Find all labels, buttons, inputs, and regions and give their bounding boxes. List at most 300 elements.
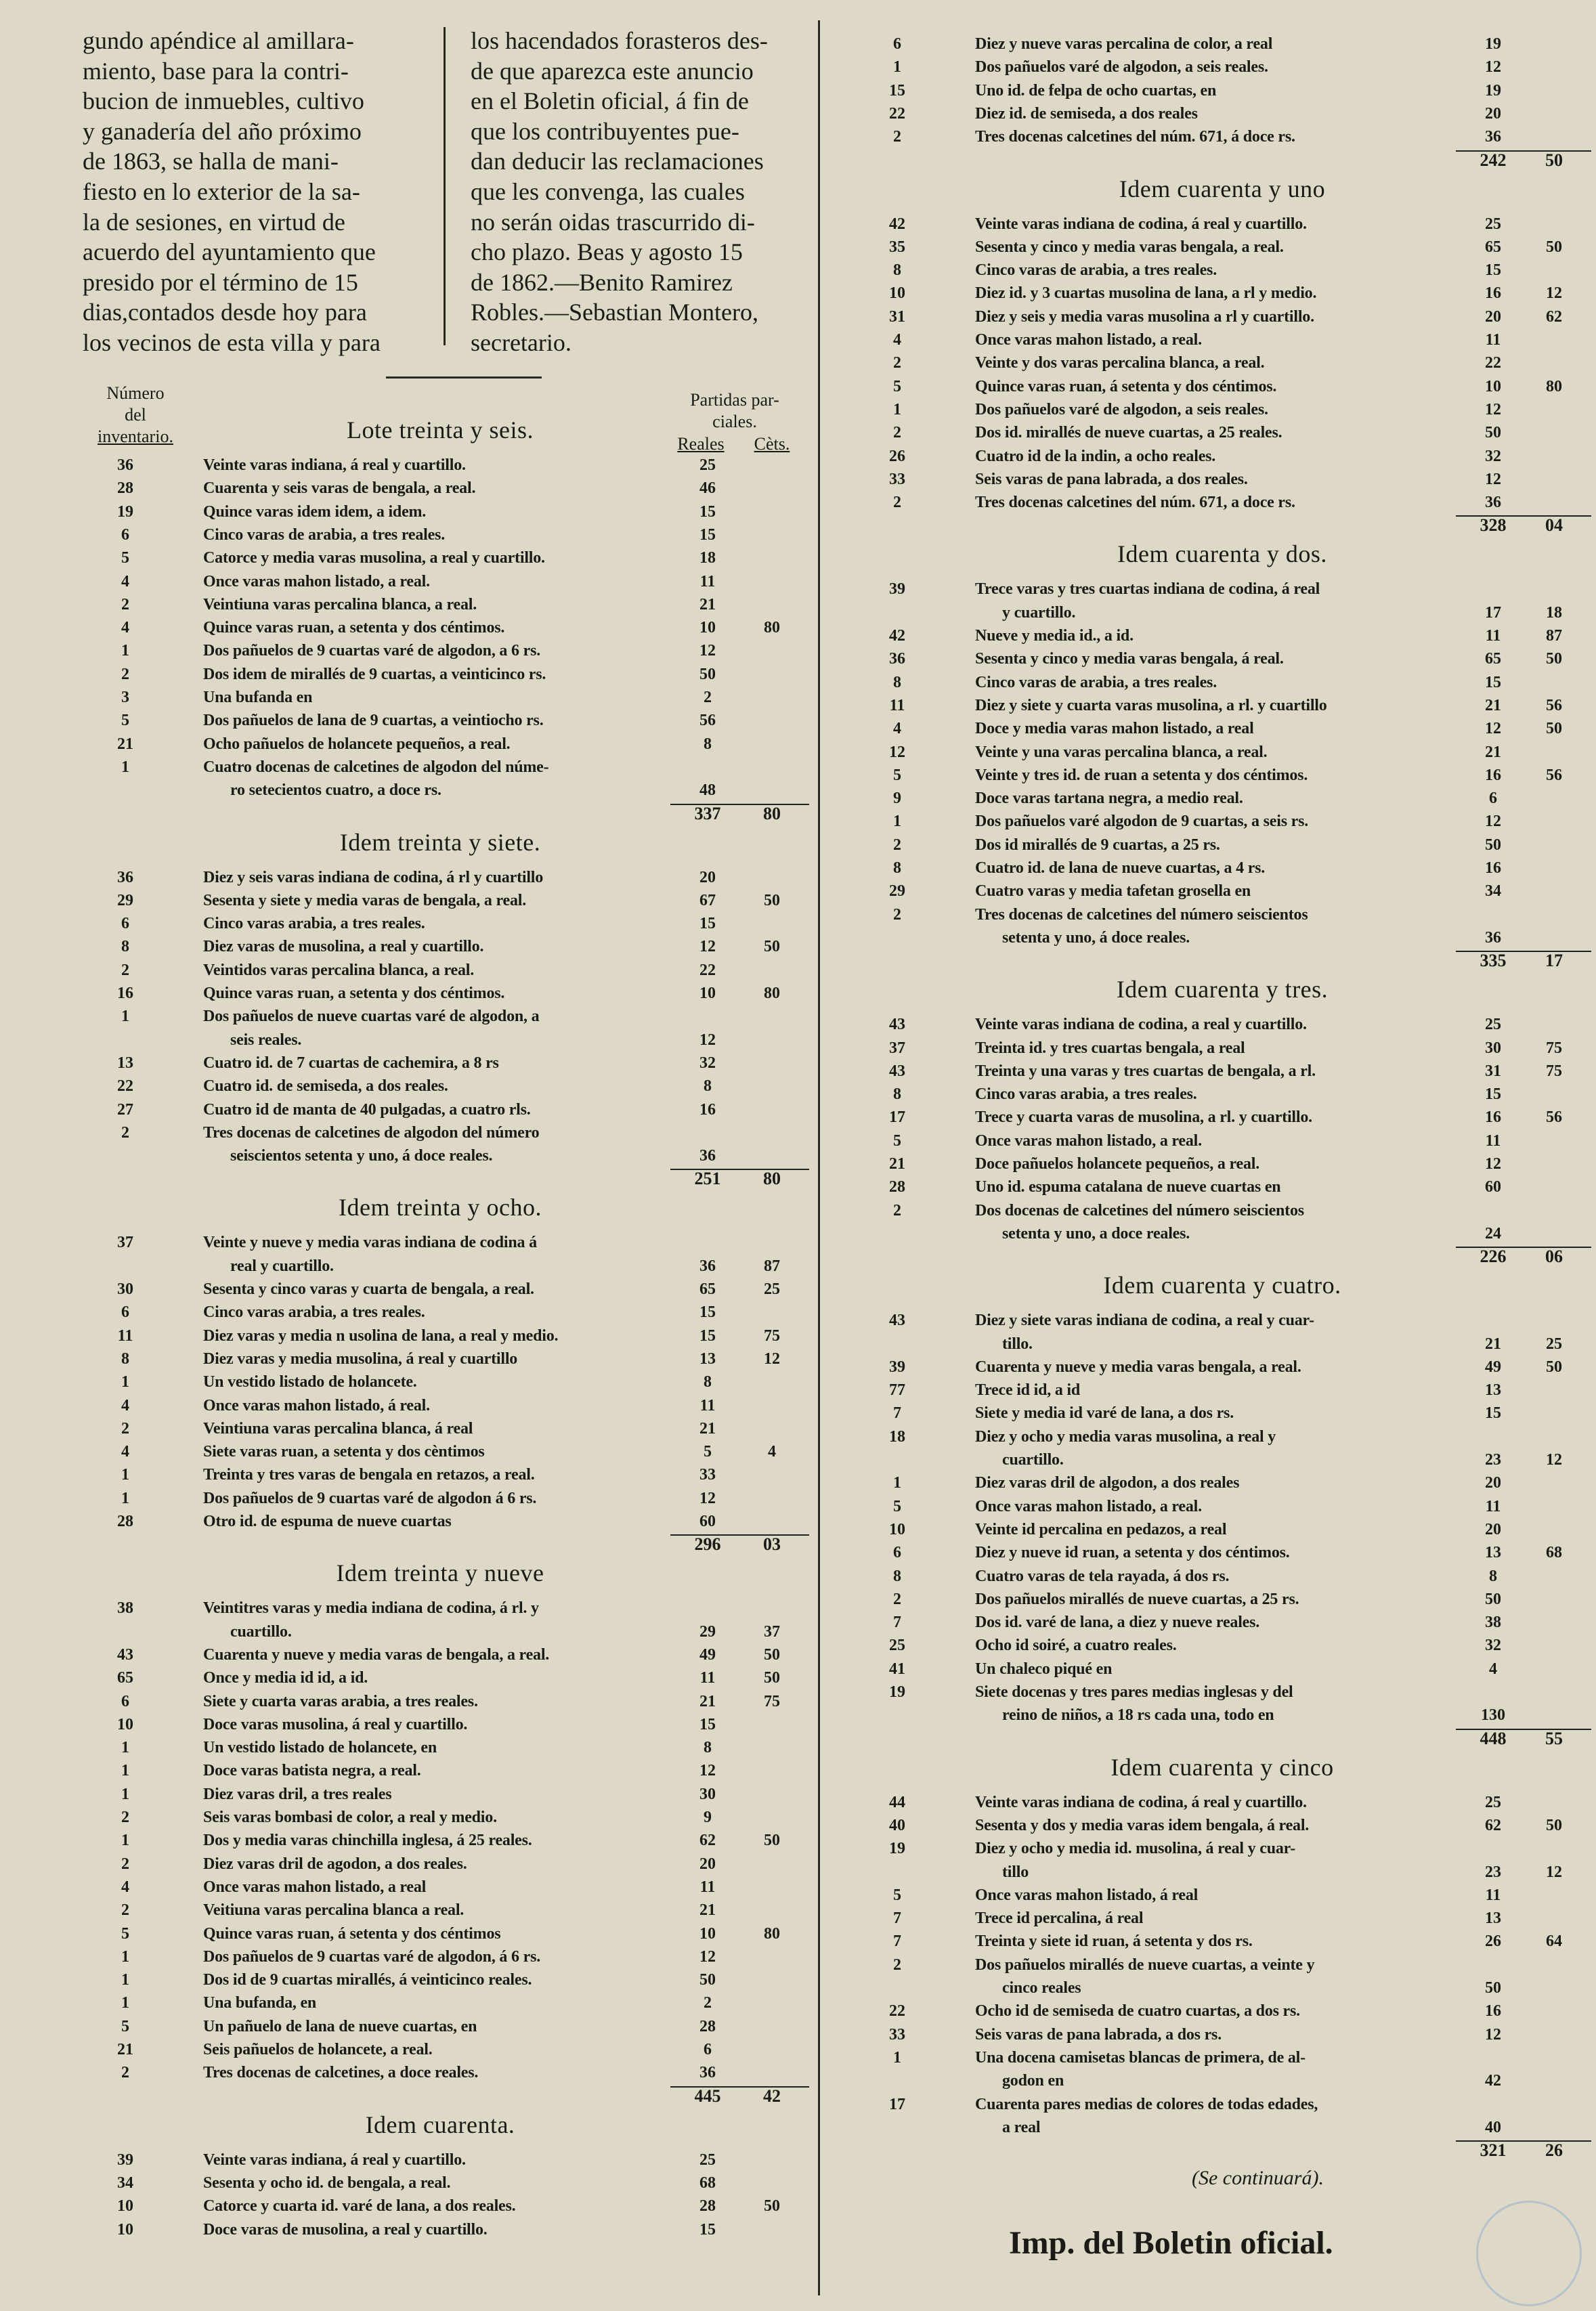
amount-reales: 20 [699,868,716,886]
inventory-row [853,1977,1591,2000]
item-description: Doce varas tartana negra, a medio real. [975,790,1243,808]
inventory-number: 19 [117,502,133,521]
item-description: ro setecientos cuatro, a doce rs. [230,781,441,800]
inventory-row [853,328,1591,351]
inventory-number: 8 [893,859,901,877]
inventory-number: 2 [121,961,129,979]
inventory-row [853,1541,1591,1564]
inventory-row [853,125,1591,148]
inventory-number: 4 [893,331,901,349]
inventory-number: 39 [889,580,905,599]
inventory-number: 39 [889,1358,905,1376]
subtotal-cents: 04 [1545,515,1563,536]
amount-reales: 28 [699,2197,716,2216]
inventory-row [853,1588,1591,1611]
inventory-row [853,1060,1591,1083]
inventory-row [81,1075,813,1098]
amount-reales: 32 [1485,1637,1501,1655]
amount-cents: 80 [1546,377,1562,395]
inventory-row [81,1487,813,1510]
amount-reales: 20 [1485,307,1501,326]
inventory-number: 2 [121,595,129,613]
inventory-row [81,454,813,477]
item-description: Sesenta y ocho id. de bengala, a real. [203,2174,451,2192]
item-description: Trece y cuarta varas de musolina, a rl. y cuartillo. [975,1108,1312,1127]
amount-cents: 50 [764,938,780,956]
inventory-row [81,1597,813,1620]
inventory-row [853,1222,1591,1245]
amount-reales: 16 [1485,766,1501,784]
inventory-row [853,56,1591,79]
section-title: Idem cuarenta y tres. [1116,976,1329,1003]
header-num-line1: Número [106,383,165,403]
inventory-number: 37 [889,1039,905,1057]
inventory-number: 27 [117,1100,133,1119]
item-description: Sesenta y cinco varas y cuarta de bengala, a real. [203,1280,534,1298]
inventory-number: 1 [121,758,129,776]
inventory-number: 1 [121,1739,129,1757]
intro-line: de 1863, se halla de mani- [83,148,339,175]
amount-cents: 50 [1546,720,1562,738]
inventory-number: 5 [893,1131,901,1150]
amount-cents: 18 [1546,603,1562,622]
inventory-row [81,733,813,756]
item-description: Cinco varas arabia, a tres reales. [203,915,425,933]
inventory-row [853,445,1591,468]
amount-reales: 8 [1489,1567,1497,1585]
inventory-number: 34 [117,2174,133,2192]
inventory-row [853,2069,1591,2092]
inventory-number: 2 [893,354,901,372]
intro-line: en el Boletin oficial, á fin de [471,87,749,115]
amount-reales: 36 [699,1147,716,1165]
inventory-row [853,1953,1591,1977]
inventory-row [81,1968,813,1991]
inventory-row [853,787,1591,810]
amount-reales: 11 [699,1878,716,1896]
item-description: setenta y uno, a doce reales. [1002,1224,1190,1243]
amount-reales: 12 [699,1489,716,1507]
item-description: Once varas mahon listado, a real [203,1878,427,1896]
intro-line: de 1862.—Benito Ramirez [471,268,733,296]
item-description: Cuatro id. de semiseda, a dos reales. [203,1077,448,1096]
item-description: Seis varas bombasi de color, a real y medio. [203,1809,497,1826]
item-description: Diez y siete y cuarta varas musolina, a rl. y cuartillo [975,696,1327,714]
inventory-row [81,1620,813,1643]
inventory-number: 30 [117,1280,133,1298]
inventory-row [853,1309,1591,1332]
amount-reales: 12 [699,1947,716,1966]
item-description: Trece varas y tres cuartas indiana de codina, á real [975,580,1320,599]
inventory-number: 2 [893,1956,901,1974]
amount-reales: 30 [1485,1039,1501,1057]
inventory-row [853,1083,1591,1106]
inventory-number: 36 [117,456,133,474]
item-description: Tres docenas calcetines del núm. 671, a doce rs. [975,494,1295,512]
amount-reales: 15 [699,1303,716,1322]
inventory-row [853,102,1591,125]
item-description: Diez y seis varas indiana de codina, á rl y cuartillo [203,868,544,886]
amount-cents: 75 [764,1326,780,1345]
item-description: Dos id. mirallés de nueve cuartas, a 25 reales. [975,424,1282,442]
intro-paragraph-right [471,26,809,358]
item-description: Dos pañuelos de nueve cuartas varé de algodon, a [203,1008,540,1026]
amount-reales: 23 [1485,1863,1501,1881]
subtotal-reales: 242 [1480,150,1507,170]
item-description: Uno id. de felpa de ocho cuartas, en [975,81,1217,100]
amount-cents: 56 [1546,1108,1562,1127]
item-description: Cuarenta y nueve y media varas bengala, a real. [975,1358,1301,1376]
inventory-row [853,2093,1591,2116]
intro-line: cho plazo. Beas y agosto 15 [471,238,743,266]
inventory-row [853,2000,1591,2023]
inventory-number: 77 [889,1381,905,1400]
subtotal-cents: 80 [763,803,781,823]
item-description: Cinco varas arabia, a tres reales. [203,1303,425,1322]
item-description: Tres docenas de calcetines, a doce reales. [203,2064,479,2082]
inventory-row [81,1029,813,1052]
inventory-row [81,546,813,569]
item-description: Dos id de 9 cuartas mirallés, á veinticinco reales. [203,1971,532,1989]
amount-reales: 36 [699,2064,716,2082]
amount-cents: 87 [764,1257,780,1275]
amount-reales: 21 [1485,1335,1501,1353]
item-description: Nueve y media id., a id. [975,627,1134,645]
item-description: Veintiuna varas percalina blanca, a real. [203,595,477,613]
amount-reales: 19 [1485,35,1501,53]
intro-line: que les convenga, las cuales [471,177,745,205]
amount-reales: 32 [1485,447,1501,465]
inventory-row [81,889,813,912]
amount-reales: 50 [1485,836,1501,854]
inventory-row [81,1005,813,1028]
amount-reales: 12 [699,1762,716,1780]
item-description: Cuatro docenas de calcetines de algodon del núme- [203,758,549,776]
inventory-number: 19 [889,1683,905,1701]
item-description: seiscientos setenta y uno, á doce reales. [230,1147,493,1165]
inventory-number: 7 [893,1932,901,1951]
item-description: Cuarenta y nueve y media varas de bengala, a real. [203,1645,550,1664]
header-partidas-line1: Partidas par- [690,390,779,410]
inventory-row [81,2148,813,2172]
amount-cents: 12 [1546,284,1562,303]
inventory-number: 10 [117,1715,133,1733]
inventory-number: 29 [117,891,133,909]
subtotal-reales: 226 [1480,1247,1507,1267]
item-description: Diez varas dril de agodon, a dos reales. [203,1855,467,1873]
amount-reales: 22 [1485,354,1501,372]
amount-reales: 68 [699,2174,716,2192]
inventory-row [81,523,813,546]
column-divider-main [818,20,820,2295]
item-description: Un vestido listado de holancete. [203,1373,417,1391]
item-description: Catorce y cuarta id. varé de lana, a dos reales. [203,2197,516,2216]
amount-reales: 15 [1485,1404,1501,1423]
amount-reales: 11 [1485,627,1501,645]
inventory-number: 65 [117,1669,133,1687]
amount-reales: 31 [1485,1062,1501,1080]
amount-cents: 50 [764,891,780,909]
inventory-row [853,624,1591,647]
inventory-number: 2 [121,2064,129,2082]
amount-cents: 87 [1546,627,1562,645]
inventory-number: 43 [889,1062,905,1080]
inventory-row [853,2046,1591,2069]
inventory-number: 6 [121,525,129,544]
amount-reales: 2 [704,689,712,706]
section-title: Idem treinta y siete. [339,828,541,856]
inventory-row [81,1713,813,1736]
inventory-number: 43 [889,1016,905,1034]
inventory-number: 10 [889,1520,905,1538]
item-description: Dos idem de mirallés de 9 cuartas, a veinticinco rs. [203,665,546,683]
inventory-row [853,601,1591,624]
amount-reales: 8 [704,1739,712,1757]
inventory-number: 25 [889,1637,905,1655]
amount-reales: 20 [1485,1520,1501,1538]
inventory-row [853,741,1591,764]
amount-reales: 15 [1485,261,1501,280]
inventory-row [853,1199,1591,1222]
item-description: Quince varas ruan, a setenta y dos céntimos. [203,619,505,637]
item-description: Dos id mirallés de 9 cuartas, a 25 rs. [975,836,1220,854]
amount-reales: 24 [1485,1224,1501,1243]
item-description: Diez y nueve varas percalina de color, a real [975,35,1273,53]
amount-cents: 62 [1546,307,1562,326]
amount-reales: 38 [1485,1614,1501,1632]
item-description: Veintiuna varas percalina blanca, á real [203,1419,473,1438]
item-description: Siete varas ruan, a setenta y dos cèntimos [203,1443,485,1461]
inventory-number: 13 [117,1054,133,1072]
intro-paragraph-left [83,26,428,358]
inventory-row [853,1471,1591,1494]
inventory-number: 10 [889,284,905,303]
intro-line: dan deducir las reclamaciones [471,148,764,175]
item-description: Diez varas y media musolina, á real y cuartillo [203,1349,518,1368]
inventory-number: 11 [889,696,905,714]
item-description: Una bufanda en [203,689,313,706]
inventory-number: 22 [889,2002,905,2021]
inventory-number: 2 [893,424,901,442]
item-description: Cinco varas de arabia, a tres reales. [975,673,1217,691]
inventory-number: 43 [117,1645,133,1664]
inventory-number: 1 [893,1474,901,1492]
amount-cents: 50 [1546,1358,1562,1376]
amount-reales: 12 [1485,1155,1501,1173]
item-description: Una docena camisetas blancas de primera, de al- [975,2048,1306,2067]
inventory-row [853,1704,1591,1727]
inventory-row [853,1565,1591,1588]
inventory-number: 8 [893,1085,901,1104]
inventory-row [853,1884,1591,1907]
amount-reales: 11 [1485,1131,1501,1150]
amount-reales: 12 [1485,813,1501,831]
subtotal-cents: 17 [1545,951,1563,971]
inventory-number: 5 [893,766,901,784]
inventory-row [853,375,1591,398]
inventory-number: 1 [121,1947,129,1966]
item-description: Quince varas idem idem, a idem. [203,502,427,521]
inventory-row [853,810,1591,833]
amount-cents: 50 [764,1645,780,1664]
item-description: Catorce y media varas musolina, a real y cuartillo. [203,549,545,567]
inventory-row [853,79,1591,102]
item-description: Cuarenta y seis varas de bengala, a real. [203,479,476,498]
amount-reales: 56 [699,712,716,730]
amount-reales: 23 [1485,1451,1501,1469]
inventory-number: 2 [121,1123,129,1142]
section-title: Idem cuarenta y cuatro. [1103,1272,1341,1299]
amount-reales: 5 [704,1443,712,1461]
intro-line: de que aparezca este anuncio [471,57,754,85]
inventory-number: 42 [889,627,905,645]
inventory-row [81,639,813,662]
inventory-row [81,1347,813,1370]
inventory-number: 1 [121,1008,129,1026]
inventory-number: 5 [121,549,129,567]
item-description: Veinte varas indiana, á real y cuartillo. [203,2151,466,2169]
inventory-row [853,1495,1591,1518]
amount-reales: 36 [699,1257,716,1275]
inventory-number: 16 [117,985,133,1002]
inventory-row [81,1922,813,1945]
inventory-number: 1 [121,1785,129,1803]
inventory-number: 41 [889,1660,905,1678]
inventory-number: 2 [893,494,901,512]
item-description: Otro id. de espuma de nueve cuartas [203,1513,452,1530]
inventory-row [81,1121,813,1144]
item-description: Diez varas dril, a tres reales [203,1785,392,1803]
item-description: Un chaleco piqué en [975,1660,1113,1678]
amount-reales: 9 [704,1809,712,1826]
amount-reales: 11 [1485,1497,1501,1515]
item-description: Trece id percalina, á real [975,1909,1144,1928]
amount-reales: 12 [1485,400,1501,418]
inventory-row [81,982,813,1005]
item-description: godon en [1002,2072,1064,2090]
amount-reales: 11 [699,572,716,590]
inventory-row [81,756,813,779]
inventory-number: 2 [893,836,901,854]
amount-cents: 50 [1546,650,1562,668]
inventory-number: 1 [893,400,901,418]
inventory-row [81,1690,813,1713]
amount-reales: 15 [699,915,716,933]
item-description: Veinte varas indiana de codina, á real y cuartillo. [975,215,1307,233]
inventory-row [853,282,1591,305]
inventory-number: 4 [893,720,901,738]
item-description: Un vestido listado de holancete, en [203,1739,437,1757]
item-description: Doce varas musolina, á real y cuartillo. [203,1715,468,1733]
item-description: Siete y cuarta varas arabia, a tres reales. [203,1692,478,1710]
amount-cents: 75 [1546,1062,1562,1080]
item-description: Sesenta y siete y media varas de bengala, a real. [203,891,527,909]
item-description: Sesenta y cinco y media varas bengala, a real. [975,238,1284,256]
inventory-number: 6 [121,1692,129,1710]
inventory-row [81,1463,813,1486]
item-description: Seis pañuelos de holancete, a real. [203,2041,433,2058]
amount-reales: 62 [699,1832,716,1850]
amount-reales: 60 [1485,1178,1501,1196]
inventory-row [81,1440,813,1463]
inventory-row [81,1991,813,2014]
inventory-row [81,2015,813,2038]
inventory-row [853,1518,1591,1541]
inventory-row [853,926,1591,949]
inventory-number: 1 [121,1762,129,1780]
inventory-row [853,1037,1591,1060]
inventory-row [853,857,1591,880]
item-description: Doce pañuelos holancete pequeños, a real. [975,1155,1260,1173]
amount-cents: 25 [764,1280,780,1298]
inventory-row [81,686,813,709]
item-description: cuartillo. [230,1622,292,1641]
amount-reales: 50 [1485,424,1501,442]
inventory-number: 17 [889,1108,905,1127]
item-description: Cuatro id de la indin, a ocho reales. [975,447,1216,465]
section-title: Idem treinta y nueve [336,1559,544,1587]
inventory-number: 8 [893,1567,901,1585]
amount-cents: 80 [764,1924,780,1943]
amount-cents: 56 [1546,696,1562,714]
inventory-number: 5 [121,2017,129,2035]
inventory-number: 36 [117,868,133,886]
inventory-number: 21 [889,1155,905,1173]
amount-cents: 37 [764,1622,780,1641]
item-description: Dos pañuelos de 9 cuartas varé de algodon, á 6 rs. [203,1947,541,1966]
inventory-row [81,2195,813,2218]
inventory-number: 2 [121,1419,129,1438]
item-description: Diez y seis y media varas musolina a rl y cuartillo. [975,307,1314,326]
amount-reales: 6 [704,2041,712,2058]
amount-reales: 46 [699,479,716,498]
inventory-number: 33 [889,470,905,488]
amount-reales: 65 [699,1280,716,1298]
inventory-number: 7 [893,1909,901,1928]
inventory-number: 22 [889,104,905,123]
inventory-number: 36 [889,650,905,668]
inventory-row [81,1759,813,1782]
inventory-row [81,866,813,889]
amount-cents: 56 [1546,766,1562,784]
inventory-row [853,694,1591,717]
item-description: Seis varas de pana labrada, a dos rs. [975,2025,1222,2044]
inventory-row [853,1611,1591,1634]
inventory-row [81,1324,813,1347]
item-description: cuartillo. [1002,1451,1064,1469]
item-description: Once varas mahon listado, a real. [975,1131,1202,1150]
inventory-number: 8 [893,261,901,280]
inventory-row [81,779,813,802]
inventory-row [81,1783,813,1806]
item-description: Dos pañuelos varé de algodon, a seis reales. [975,400,1268,418]
item-description: Cinco varas de arabia, a tres reales. [975,261,1217,280]
amount-reales: 15 [699,502,716,521]
column-divider-top [444,27,446,345]
header-partidas-line2: ciales. [712,412,757,431]
inventory-number: 18 [889,1427,905,1446]
inventory-row [853,1837,1591,1860]
amount-reales: 15 [699,1326,716,1345]
item-description: Una bufanda, en [203,1994,317,2012]
amount-reales: 29 [699,1622,716,1641]
inventory-row [81,912,813,935]
inventory-row [853,1681,1591,1704]
inventory-number: 21 [117,2041,133,2058]
amount-reales: 33 [699,1466,716,1484]
inventory-number: 43 [889,1312,905,1330]
amount-reales: 13 [1485,1544,1501,1562]
